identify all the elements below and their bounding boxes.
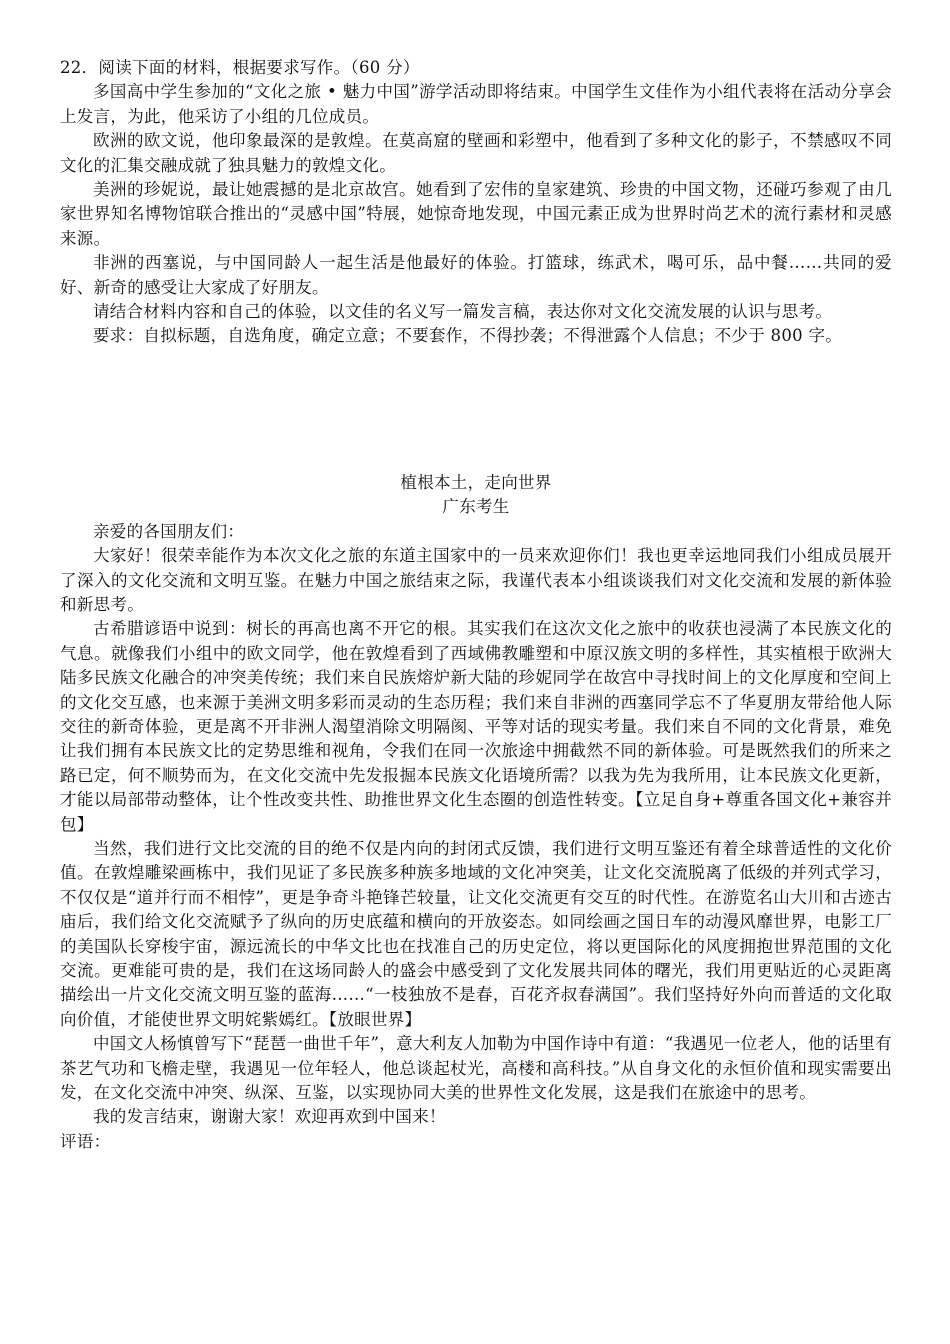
question-header: 22．阅读下面的材料，根据要求写作。（60 分） bbox=[60, 58, 420, 77]
essay-paragraph: 当然，我们进行文比交流的目的绝不仅是内向的封闭式反馈，我们进行文明互鉴还有着全球普适性的文化价值。在敦煌雕梁画栋中，我们见证了多民族多种族多地域的文化冲突美，让文化交流脱离了低级的并列式学习，不仅仅是“道并行而不相悖”，更是争奇斗艳锋芒较量，让文化交流更有交互的时代性。在游览名山大川和古迹古庙后，我们给文化交流赋予了纵向的历史底蕴和横向的开放姿态。如同绘画之国日车的动漫风靡世界，电影工厂的美国队长穿梭宇宙，源远流长的中华文比也在找准自己的历史定位，将以更国际化的风度拥抱世界范围的文化交流。更难能可贵的是，我们在这场同龄人的盛会中感受到了文化发展共同体的曙光，我们用更贴近的心灵距离描绘出一片文化交流文明互鉴的蓝海……“一枝独放不是春，百花齐叔春满国”。我们坚持好外向而普适的文化取向价值，才能使世界文明姹紫嫣红。【放眼世界】 bbox=[60, 838, 892, 1029]
essay-author: 广东考生 bbox=[442, 497, 510, 517]
question-paragraph: 欧洲的欧文说，他印象最深的是敦煌。在莫高窟的壁画和彩塑中，他看到了多种文化的影子，不禁感叹不同文化的汇集交融成就了独具魅力的敦煌文化。 bbox=[60, 131, 892, 175]
question-paragraph: 多国高中学生参加的“文化之旅 • 魅力中国”游学活动即将结束。中国学生文佳作为小组代表将在活动分享会上发言，为此，他采访了小组的几位成员。 bbox=[60, 82, 892, 126]
essay-title: 植根本土，走向世界 bbox=[400, 472, 552, 492]
essay-closing: 我的发言结束，谢谢大家！欢迎再欢到中国来！ bbox=[93, 1107, 446, 1127]
question-requirements: 要求：自拟标题，自选角度，确定立意；不要套作，不得抄袭；不得泄露个人信息；不少于 800 字。 bbox=[93, 326, 843, 346]
comment-label: 评语： bbox=[60, 1131, 111, 1151]
essay-paragraph: 大家好！很荣幸能作为本次文化之旅的东道主国家中的一员来欢迎你们！我也更幸运地同我们小组成员展开了深入的文化交流和文明互鉴。在魅力中国之旅结束之际，我谨代表本小组谈谈我们对文化交流和发展的新体验和新思考。 bbox=[60, 546, 892, 614]
question-paragraph: 美洲的珍妮说，最让她震撼的是北京故宫。她看到了宏伟的皇家建筑、珍贵的中国文物，还碰巧参观了由几家世界知名博物馆联合推出的“灵感中国”特展，她惊奇地发现，中国元素正成为世界时尚艺术的流行素材和灵感来源。 bbox=[60, 180, 892, 248]
essay-salutation: 亲爱的各国朋友们： bbox=[93, 521, 245, 541]
document-page bbox=[60, 56, 892, 1154]
essay-paragraph: 中国文人杨慎曾写下“琵琶一曲世千年”，意大利友人加勒为中国作诗中有道：“我遇见一位老人，他的话里有茶艺气功和飞檐走壁，我遇见一位年轻人，他总谈起杖光，高楼和高科技。”从自身文化的永恒价值和现实需要出发，在文化交流中冲突、纵深、互鉴，以实现协同大美的世界性文化发展，这是我们在旅途中的思考。 bbox=[60, 1034, 893, 1103]
question-paragraph: 非洲的西塞说，与中国同龄人一起生活是他最好的体验。打篮球，练武术，喝可乐，品中餐……共同的爱好、新奇的感受让大家成了好朋友。 bbox=[60, 253, 892, 297]
question-paragraph: 请结合材料内容和自己的体验，以文佳的名义写一篇发言稿，表达你对文化交流发展的认识与思考。 bbox=[93, 302, 833, 322]
spacer bbox=[60, 349, 892, 471]
essay-paragraph: 古希腊谚语中说到：树长的再高也离不开它的根。其实我们在这次文化之旅中的收获也浸满了本民族文化的气息。就像我们小组中的欧文同学，他在敦煌看到了西域佛教雕塑和中原汉族文明的多样性，其实植根于欧洲大陆多民族文化融合的冲突美传统；我们来自民族熔炉新大陆的珍妮同学在故宫中寻找时间上的文化厚度和空间上的文化交互感，也来源于美洲文明多彩而灵动的生态历程；我们来自非洲的西塞同学忘不了华夏朋友带给他人际交往的新奇体验，更是离不开非洲人渴望消除文明隔阂、平等对话的现实考量。我们来自不同的文化背景，难免让我们拥有本民族文比的定势思维和视角，令我们在同一次旅途中拥截然不同的新体验。可是既然我们的所来之路已定，何不顺势而为，在文化交流中先发报掘本民族文化语境所需？以我为先为我所用，让本民族文化更新，才能以局部带动整体，让个性改变共性、助推世界文化生态圈的创造性转变。【立足自身+尊重各国文化+兼容并包】 bbox=[60, 619, 892, 834]
